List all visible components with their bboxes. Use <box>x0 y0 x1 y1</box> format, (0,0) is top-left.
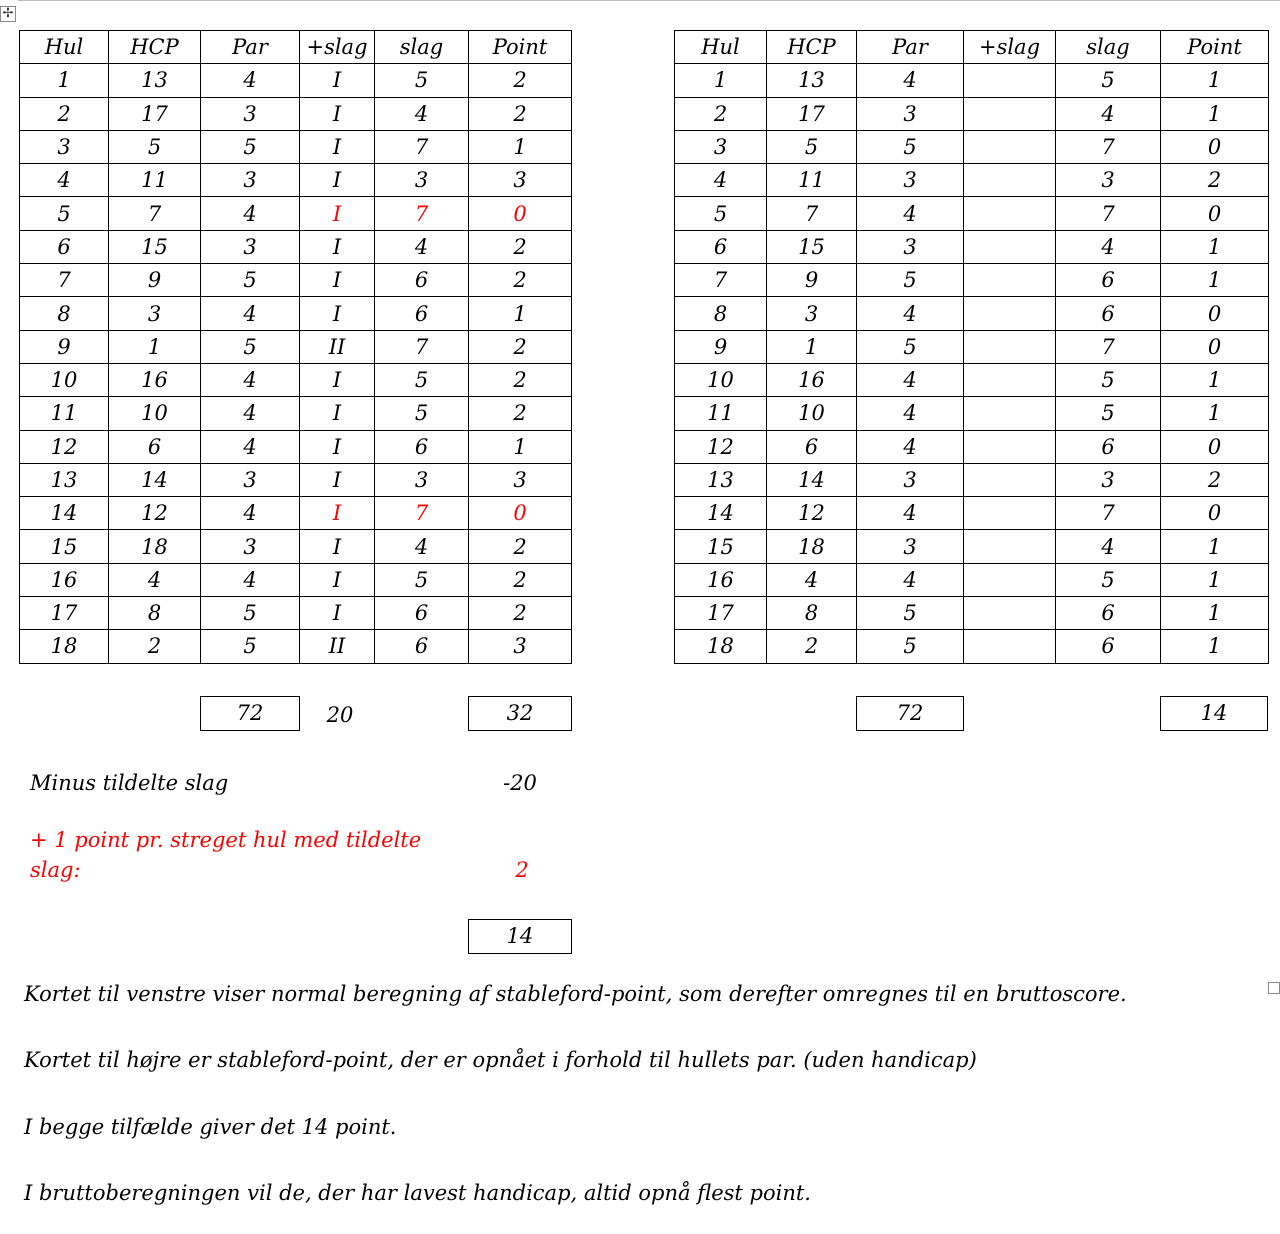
left-scorecard-table <box>19 30 572 664</box>
table-row <box>675 97 1269 130</box>
cell-points: 2 <box>469 230 572 263</box>
cell-extra-strokes: I <box>300 463 375 496</box>
table-row <box>20 64 572 97</box>
cell-extra-strokes: I <box>300 497 375 530</box>
cell-extra-strokes <box>964 497 1056 530</box>
cell-hole: 18 <box>675 630 767 663</box>
right-points-total-box: 14 <box>1160 696 1268 731</box>
cell-par: 5 <box>201 264 300 297</box>
cell-par: 5 <box>201 630 300 663</box>
cell-hcp: 9 <box>109 264 201 297</box>
table-row <box>675 497 1269 530</box>
cell-points: 1 <box>1161 630 1269 663</box>
cell-extra-strokes <box>964 297 1056 330</box>
cell-par: 4 <box>857 197 964 230</box>
cell-points: 0 <box>1161 197 1269 230</box>
explanation-paragraph-4: I bruttoberegningen vil de, der har lavest handicap, altid opnå flest point. <box>24 1181 811 1205</box>
cell-points: 1 <box>1161 97 1269 130</box>
cell-extra-strokes <box>964 197 1056 230</box>
cell-hcp: 2 <box>109 630 201 663</box>
cell-extra-strokes <box>964 64 1056 97</box>
column-header-strokes: slag <box>1056 31 1161 64</box>
cell-hcp: 16 <box>767 363 857 396</box>
cell-hole: 10 <box>20 363 109 396</box>
cell-hcp: 18 <box>109 530 201 563</box>
table-row <box>675 330 1269 363</box>
cell-par: 5 <box>201 330 300 363</box>
cell-points: 2 <box>469 264 572 297</box>
column-header-hul: Hul <box>675 31 767 64</box>
cell-hcp: 2 <box>767 630 857 663</box>
cell-strokes: 6 <box>1056 297 1161 330</box>
cell-strokes: 4 <box>1056 97 1161 130</box>
cell-extra-strokes: I <box>300 597 375 630</box>
table-row <box>20 530 572 563</box>
cell-hole: 6 <box>20 230 109 263</box>
cell-par: 4 <box>857 297 964 330</box>
cell-extra-strokes <box>964 164 1056 197</box>
cell-hole: 14 <box>675 497 767 530</box>
cell-strokes: 7 <box>1056 497 1161 530</box>
cell-par: 4 <box>857 397 964 430</box>
cell-extra-strokes: I <box>300 430 375 463</box>
cell-hole: 16 <box>675 563 767 596</box>
move-arrows-icon[interactable]: ✢ <box>0 6 16 22</box>
cell-hcp: 3 <box>767 297 857 330</box>
cell-strokes: 6 <box>1056 264 1161 297</box>
cell-hole: 11 <box>20 397 109 430</box>
cell-extra-strokes: I <box>300 297 375 330</box>
cell-hcp: 1 <box>109 330 201 363</box>
table-row <box>675 463 1269 496</box>
cell-hole: 9 <box>20 330 109 363</box>
cell-strokes: 6 <box>375 297 469 330</box>
cell-par: 5 <box>201 597 300 630</box>
cell-points: 2 <box>469 97 572 130</box>
cell-strokes: 7 <box>375 130 469 163</box>
right-scorecard-body <box>675 64 1269 663</box>
cell-hcp: 7 <box>109 197 201 230</box>
cell-points: 3 <box>469 630 572 663</box>
page-top-border <box>18 0 1280 1</box>
cell-extra-strokes <box>964 463 1056 496</box>
cell-extra-strokes: I <box>300 397 375 430</box>
cell-points: 1 <box>1161 563 1269 596</box>
table-row <box>20 463 572 496</box>
cell-hole: 5 <box>675 197 767 230</box>
cell-hcp: 17 <box>767 97 857 130</box>
cell-strokes: 4 <box>375 97 469 130</box>
cell-par: 3 <box>201 230 300 263</box>
table-row <box>675 164 1269 197</box>
bonus-point-value: 2 <box>515 858 529 882</box>
cell-extra-strokes: I <box>300 530 375 563</box>
cell-points: 1 <box>469 130 572 163</box>
column-header-par: Par <box>857 31 964 64</box>
cell-hole: 3 <box>675 130 767 163</box>
cell-extra-strokes <box>964 330 1056 363</box>
left-par-total-box: 72 <box>200 696 300 731</box>
minus-allocated-strokes-label: Minus tildelte slag <box>30 771 229 795</box>
table-row <box>20 264 572 297</box>
cell-strokes: 5 <box>375 563 469 596</box>
table-row <box>675 630 1269 663</box>
cell-extra-strokes <box>964 563 1056 596</box>
cell-hole: 4 <box>20 164 109 197</box>
cell-points: 0 <box>469 497 572 530</box>
cell-strokes: 5 <box>1056 64 1161 97</box>
cell-hole: 9 <box>675 330 767 363</box>
cell-hole: 13 <box>675 463 767 496</box>
cell-hole: 1 <box>675 64 767 97</box>
cell-strokes: 7 <box>375 497 469 530</box>
cell-hcp: 5 <box>109 130 201 163</box>
table-row <box>20 497 572 530</box>
right-scorecard-table <box>674 30 1269 664</box>
cell-points: 1 <box>1161 264 1269 297</box>
cell-strokes: 3 <box>1056 164 1161 197</box>
cell-par: 4 <box>857 430 964 463</box>
cell-strokes: 4 <box>1056 230 1161 263</box>
cell-hcp: 7 <box>767 197 857 230</box>
table-header-row <box>675 31 1269 64</box>
explanation-paragraph-3: I begge tilfælde giver det 14 point. <box>24 1115 397 1139</box>
cell-points: 2 <box>469 563 572 596</box>
cell-hcp: 4 <box>767 563 857 596</box>
cell-par: 4 <box>201 197 300 230</box>
cell-strokes: 5 <box>375 64 469 97</box>
cell-par: 4 <box>201 430 300 463</box>
left-extra-strokes-total: 20 <box>326 703 354 727</box>
cell-par: 3 <box>201 164 300 197</box>
column-header-points: Point <box>469 31 572 64</box>
cell-hcp: 11 <box>109 164 201 197</box>
table-row <box>675 363 1269 396</box>
cell-par: 4 <box>857 563 964 596</box>
cell-points: 0 <box>1161 430 1269 463</box>
cell-extra-strokes <box>964 97 1056 130</box>
cell-hole: 14 <box>20 497 109 530</box>
cell-hole: 5 <box>20 197 109 230</box>
table-row <box>20 630 572 663</box>
cell-extra-strokes: I <box>300 363 375 396</box>
cell-hcp: 13 <box>109 64 201 97</box>
left-scorecard-body <box>20 64 572 663</box>
cell-hcp: 11 <box>767 164 857 197</box>
cell-extra-strokes <box>964 363 1056 396</box>
cell-points: 2 <box>469 530 572 563</box>
cell-par: 3 <box>201 463 300 496</box>
cell-hcp: 4 <box>109 563 201 596</box>
cell-hole: 7 <box>20 264 109 297</box>
cell-hcp: 15 <box>109 230 201 263</box>
table-row <box>675 597 1269 630</box>
table-row <box>20 430 572 463</box>
cell-hole: 6 <box>675 230 767 263</box>
table-row <box>20 97 572 130</box>
cell-strokes: 6 <box>1056 430 1161 463</box>
table-row <box>675 530 1269 563</box>
table-row <box>20 297 572 330</box>
table-row <box>20 230 572 263</box>
table-row <box>20 330 572 363</box>
table-header-row <box>20 31 572 64</box>
cell-points: 1 <box>469 297 572 330</box>
cell-points: 0 <box>1161 130 1269 163</box>
cell-par: 4 <box>857 497 964 530</box>
cell-points: 1 <box>1161 363 1269 396</box>
cell-extra-strokes <box>964 264 1056 297</box>
cell-strokes: 3 <box>375 463 469 496</box>
cell-par: 5 <box>857 330 964 363</box>
cell-hole: 18 <box>20 630 109 663</box>
table-row <box>20 197 572 230</box>
table-row <box>675 297 1269 330</box>
left-points-total-box: 32 <box>468 696 572 731</box>
cell-strokes: 6 <box>1056 597 1161 630</box>
cell-hcp: 12 <box>109 497 201 530</box>
cell-extra-strokes <box>964 397 1056 430</box>
cell-par: 3 <box>201 97 300 130</box>
cell-points: 3 <box>469 463 572 496</box>
cell-strokes: 7 <box>1056 330 1161 363</box>
cell-extra-strokes: II <box>300 330 375 363</box>
cell-strokes: 5 <box>375 397 469 430</box>
cell-par: 3 <box>201 530 300 563</box>
cell-strokes: 7 <box>375 330 469 363</box>
table-row <box>675 230 1269 263</box>
cell-points: 1 <box>1161 597 1269 630</box>
column-header-par: Par <box>201 31 300 64</box>
column-header-extra-strokes: +slag <box>964 31 1056 64</box>
cell-strokes: 6 <box>375 264 469 297</box>
cell-strokes: 3 <box>375 164 469 197</box>
cell-strokes: 6 <box>375 630 469 663</box>
table-row <box>675 430 1269 463</box>
cell-hcp: 10 <box>767 397 857 430</box>
cell-hcp: 12 <box>767 497 857 530</box>
cell-extra-strokes: I <box>300 64 375 97</box>
cell-extra-strokes: I <box>300 563 375 596</box>
cell-hcp: 6 <box>767 430 857 463</box>
cell-hole: 12 <box>20 430 109 463</box>
cell-hole: 15 <box>675 530 767 563</box>
cell-points: 3 <box>469 164 572 197</box>
table-row <box>675 64 1269 97</box>
cell-hole: 10 <box>675 363 767 396</box>
cell-par: 4 <box>201 497 300 530</box>
cell-extra-strokes <box>964 230 1056 263</box>
cell-extra-strokes: I <box>300 164 375 197</box>
cell-points: 0 <box>1161 497 1269 530</box>
cell-par: 4 <box>857 64 964 97</box>
cell-par: 5 <box>857 130 964 163</box>
cell-par: 5 <box>201 130 300 163</box>
cell-points: 2 <box>1161 164 1269 197</box>
cell-strokes: 5 <box>375 363 469 396</box>
calculated-result-box: 14 <box>468 919 572 954</box>
cell-hcp: 14 <box>767 463 857 496</box>
cell-hcp: 13 <box>767 64 857 97</box>
cell-par: 3 <box>857 230 964 263</box>
cell-par: 4 <box>857 363 964 396</box>
table-row <box>20 397 572 430</box>
table-row <box>20 164 572 197</box>
cell-extra-strokes <box>964 430 1056 463</box>
cell-par: 5 <box>857 264 964 297</box>
table-row <box>20 130 572 163</box>
bonus-point-label-line2: slag: <box>30 858 81 882</box>
table-row <box>675 130 1269 163</box>
cell-hole: 3 <box>20 130 109 163</box>
cell-hcp: 6 <box>109 430 201 463</box>
cell-points: 2 <box>469 597 572 630</box>
cell-hcp: 18 <box>767 530 857 563</box>
column-header-extra-strokes: +slag <box>300 31 375 64</box>
cell-points: 2 <box>469 330 572 363</box>
cell-points: 2 <box>469 363 572 396</box>
cell-hcp: 8 <box>109 597 201 630</box>
cell-points: 1 <box>469 430 572 463</box>
cell-par: 4 <box>201 297 300 330</box>
minus-allocated-strokes-value: -20 <box>503 771 537 795</box>
cell-strokes: 3 <box>1056 463 1161 496</box>
cell-par: 5 <box>857 597 964 630</box>
cell-par: 3 <box>857 164 964 197</box>
cell-hole: 16 <box>20 563 109 596</box>
cell-points: 0 <box>1161 297 1269 330</box>
cell-hole: 2 <box>675 97 767 130</box>
column-header-hcp: HCP <box>767 31 857 64</box>
cell-par: 4 <box>201 397 300 430</box>
cell-strokes: 4 <box>375 530 469 563</box>
cell-hole: 8 <box>20 297 109 330</box>
cell-hcp: 16 <box>109 363 201 396</box>
cell-extra-strokes: I <box>300 230 375 263</box>
cell-points: 1 <box>1161 64 1269 97</box>
cell-extra-strokes <box>964 530 1056 563</box>
cell-points: 2 <box>469 64 572 97</box>
cell-hole: 12 <box>675 430 767 463</box>
bonus-point-label-line1: + 1 point pr. streget hul med tildelte <box>30 828 422 852</box>
column-header-hul: Hul <box>20 31 109 64</box>
cell-strokes: 5 <box>1056 563 1161 596</box>
cell-strokes: 7 <box>1056 130 1161 163</box>
margin-marker-icon <box>1268 982 1280 994</box>
table-row <box>675 264 1269 297</box>
cell-extra-strokes: I <box>300 197 375 230</box>
cell-extra-strokes: II <box>300 630 375 663</box>
cell-hole: 7 <box>675 264 767 297</box>
cell-hole: 8 <box>675 297 767 330</box>
cell-strokes: 7 <box>375 197 469 230</box>
cell-par: 4 <box>201 64 300 97</box>
cell-par: 5 <box>857 630 964 663</box>
cell-strokes: 5 <box>1056 363 1161 396</box>
cell-hole: 13 <box>20 463 109 496</box>
cell-strokes: 5 <box>1056 397 1161 430</box>
cell-extra-strokes <box>964 597 1056 630</box>
table-row <box>675 197 1269 230</box>
cell-extra-strokes: I <box>300 97 375 130</box>
cell-hcp: 9 <box>767 264 857 297</box>
cell-points: 1 <box>1161 397 1269 430</box>
cell-strokes: 4 <box>1056 530 1161 563</box>
cell-hcp: 14 <box>109 463 201 496</box>
cell-par: 3 <box>857 530 964 563</box>
cell-extra-strokes <box>964 130 1056 163</box>
cell-points: 1 <box>1161 230 1269 263</box>
cell-par: 3 <box>857 463 964 496</box>
cell-hcp: 8 <box>767 597 857 630</box>
cell-extra-strokes: I <box>300 130 375 163</box>
cell-hcp: 3 <box>109 297 201 330</box>
cell-strokes: 4 <box>375 230 469 263</box>
table-row <box>20 597 572 630</box>
column-header-strokes: slag <box>375 31 469 64</box>
cell-points: 0 <box>1161 330 1269 363</box>
cell-points: 1 <box>1161 530 1269 563</box>
right-par-total-box: 72 <box>856 696 964 731</box>
table-row <box>20 363 572 396</box>
cell-hcp: 5 <box>767 130 857 163</box>
table-row <box>675 563 1269 596</box>
cell-hole: 15 <box>20 530 109 563</box>
cell-hcp: 10 <box>109 397 201 430</box>
cell-strokes: 6 <box>375 430 469 463</box>
explanation-paragraph-2: Kortet til højre er stableford-point, der er opnået i forhold til hullets par. (uden handicap) <box>24 1048 977 1072</box>
cell-points: 0 <box>469 197 572 230</box>
table-row <box>675 397 1269 430</box>
cell-extra-strokes <box>964 630 1056 663</box>
cell-hole: 4 <box>675 164 767 197</box>
cell-par: 4 <box>201 563 300 596</box>
cell-strokes: 6 <box>375 597 469 630</box>
cell-par: 4 <box>201 363 300 396</box>
cell-strokes: 6 <box>1056 630 1161 663</box>
cell-hcp: 15 <box>767 230 857 263</box>
cell-extra-strokes: I <box>300 264 375 297</box>
cell-par: 3 <box>857 97 964 130</box>
explanation-paragraph-1: Kortet til venstre viser normal beregning af stableford-point, som derefter omregnes til en bruttoscore. <box>24 982 1127 1006</box>
cell-points: 2 <box>469 397 572 430</box>
cell-points: 2 <box>1161 463 1269 496</box>
table-row <box>20 563 572 596</box>
cell-strokes: 7 <box>1056 197 1161 230</box>
column-header-hcp: HCP <box>109 31 201 64</box>
cell-hole: 17 <box>675 597 767 630</box>
cell-hole: 11 <box>675 397 767 430</box>
cell-hcp: 17 <box>109 97 201 130</box>
column-header-points: Point <box>1161 31 1269 64</box>
cell-hole: 17 <box>20 597 109 630</box>
cell-hcp: 1 <box>767 330 857 363</box>
cell-hole: 2 <box>20 97 109 130</box>
cell-hole: 1 <box>20 64 109 97</box>
